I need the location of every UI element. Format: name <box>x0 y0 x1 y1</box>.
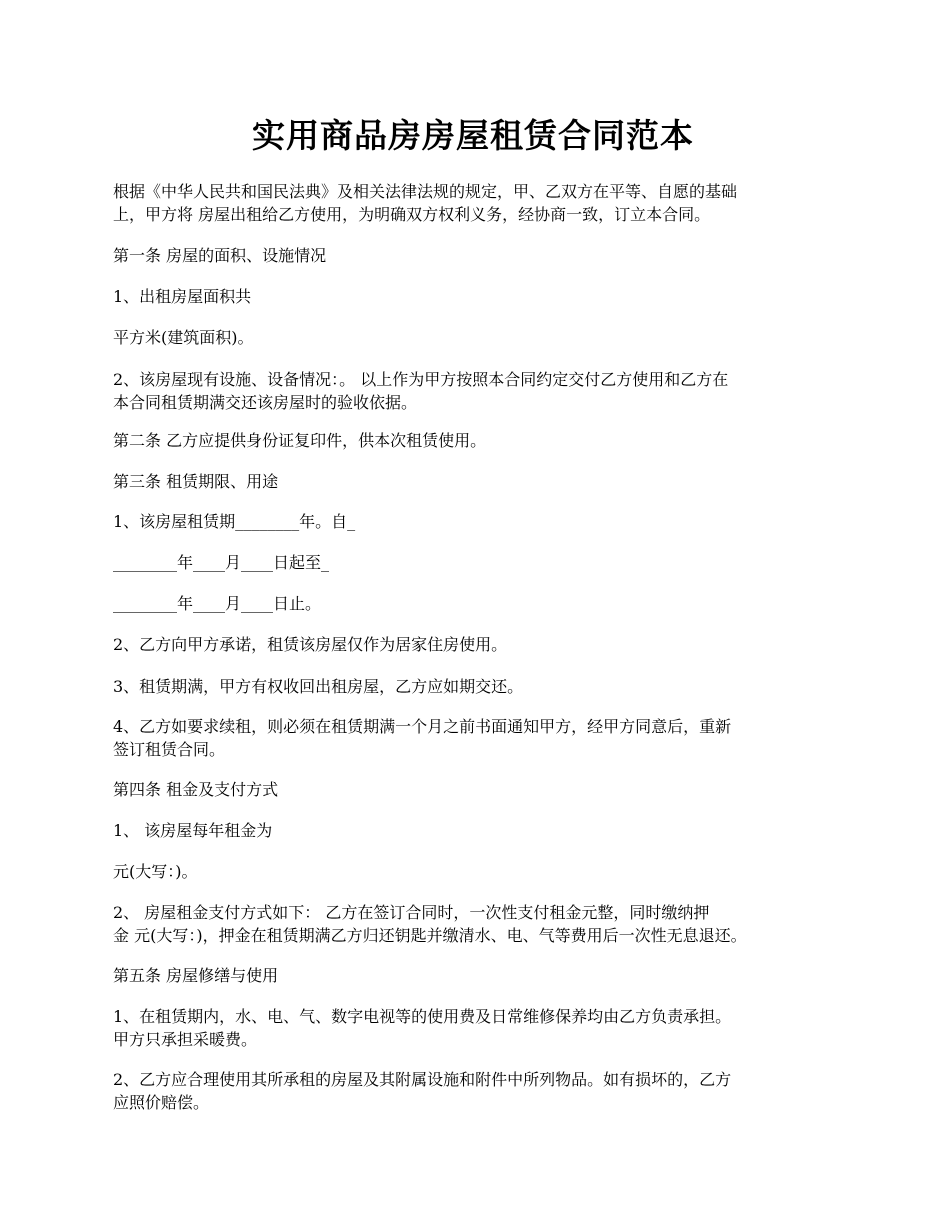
paragraph-3-1 <box>113 510 853 533</box>
paragraph-3-2 <box>113 633 853 656</box>
page-title: 实用商品房房屋租赁合同范本 <box>252 116 694 155</box>
paragraph-4-2 <box>113 901 853 947</box>
paragraph-line: 1、出租房屋面积共 <box>113 287 252 306</box>
paragraph-4-1 <box>113 819 853 842</box>
paragraph-line: 签订租赁合同。 <box>113 740 226 759</box>
paragraph-line: 2、乙方应合理使用其所承租的房屋及其附属设施和附件中所列物品。如有损坏的，乙方 <box>113 1070 732 1089</box>
paragraph-line: 根据《中华人民共和国民法典》及相关法律法规的规定，甲、乙双方在平等、自愿的基础 <box>113 182 738 201</box>
paragraph-line: ________年____月____日止。 <box>113 594 322 613</box>
paragraph-preamble <box>113 180 853 226</box>
paragraph-line: 平方米(建筑面积)。 <box>113 328 254 347</box>
paragraph-line: 第三条 租赁期限、用途 <box>113 472 279 491</box>
paragraph-line: 2、 房屋租金支付方式如下： 乙方在签订合同时，一次性支付租金元整，同时缴纳押 <box>113 903 710 922</box>
paragraph-line: 金 元(大写：)，押金在租赁期满乙方归还钥匙并缴清水、电、气等费用后一次性无息退还。 <box>113 926 747 945</box>
paragraph-line: 1、该房屋租赁期________年。自_ <box>113 512 356 531</box>
paragraph-rent-amount <box>113 860 853 883</box>
paragraph-line: 第二条 乙方应提供身份证复印件，供本次租赁使用。 <box>113 431 487 450</box>
paragraph-line: 甲方只承担采暖费。 <box>113 1030 258 1049</box>
paragraph-line: 上，甲方将 房屋出租给乙方使用，为明确双方权利义务，经协商一致，订立本合同。 <box>113 205 711 224</box>
paragraph-line: 1、在租赁期内，水、电、气、数字电视等的使用费及日常维修保养均由乙方负责承担。 <box>113 1007 732 1026</box>
paragraph-line: 2、该房屋现有设施、设备情况：。 以上作为甲方按照本合同约定交付乙方使用和乙方在 <box>113 370 729 389</box>
paragraph-1-1 <box>113 285 853 308</box>
paragraph-1-2 <box>113 368 853 414</box>
section-heading-article-1 <box>113 244 853 267</box>
paragraph-area-unit <box>113 326 853 349</box>
paragraph-3-4 <box>113 715 853 761</box>
paragraph-3-1-end-date <box>113 592 853 615</box>
paragraph-3-3 <box>113 675 853 698</box>
paragraph-line: 第四条 租金及支付方式 <box>113 780 279 799</box>
section-heading-article-2 <box>113 429 853 452</box>
paragraph-5-2 <box>113 1068 853 1114</box>
paragraph-line: 2、乙方向甲方承诺，租赁该房屋仅作为居家住房使用。 <box>113 635 508 654</box>
paragraph-line: 应照价赔偿。 <box>113 1093 210 1112</box>
paragraph-line: 本合同租赁期满交还该房屋时的验收依据。 <box>113 393 418 412</box>
paragraph-line: 1、 该房屋每年租金为 <box>113 821 273 840</box>
section-heading-article-4 <box>113 778 853 801</box>
paragraph-3-1-start-date <box>113 551 853 574</box>
paragraph-line: 第五条 房屋修缮与使用 <box>113 966 279 985</box>
paragraph-line: ________年____月____日起至_ <box>113 553 330 572</box>
paragraph-line: 3、租赁期满，甲方有权收回出租房屋，乙方应如期交还。 <box>113 677 524 696</box>
paragraph-line: 元(大写：)。 <box>113 862 198 881</box>
paragraph-line: 4、乙方如要求续租，则必须在租赁期满一个月之前书面通知甲方，经甲方同意后，重新 <box>113 717 732 736</box>
section-heading-article-5 <box>113 964 853 987</box>
paragraph-5-1 <box>113 1005 853 1051</box>
section-heading-article-3 <box>113 470 853 493</box>
paragraph-line: 第一条 房屋的面积、设施情况 <box>113 246 327 265</box>
